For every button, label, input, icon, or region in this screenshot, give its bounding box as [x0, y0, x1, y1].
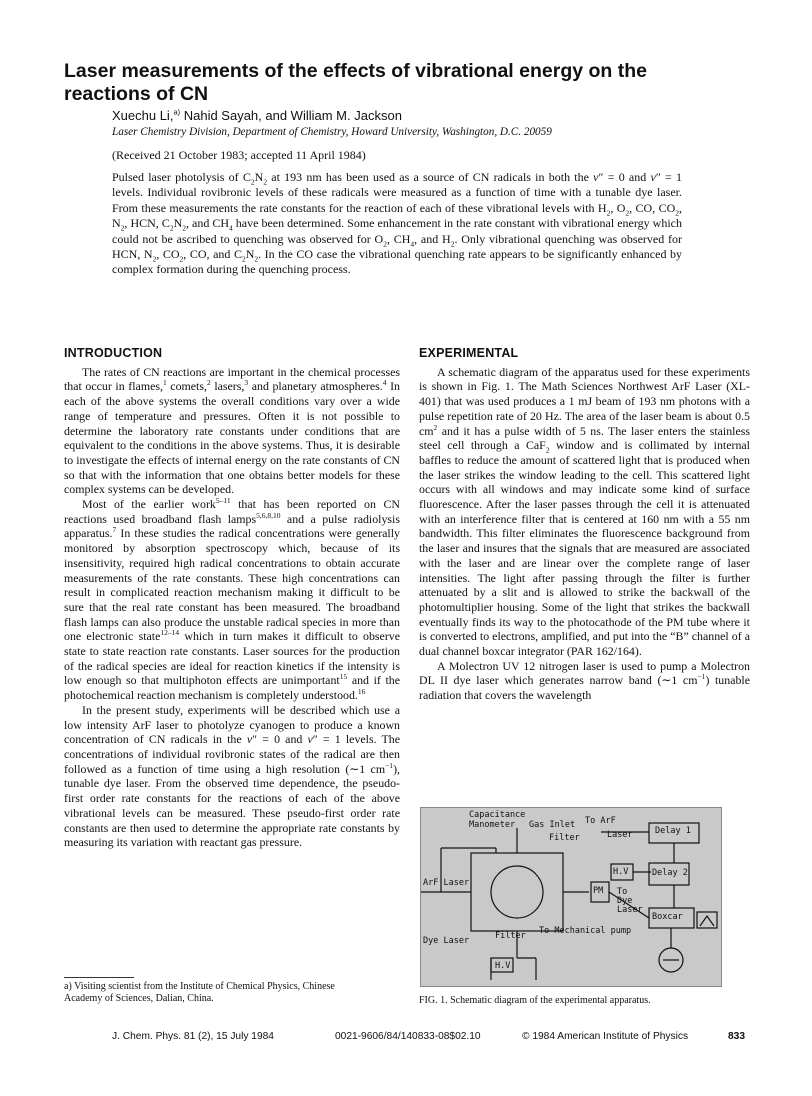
- fig-label-delay1: Delay 1: [655, 826, 691, 836]
- fig-label-dye-laser: Dye Laser: [423, 936, 470, 946]
- footer-code: 0021-9606/84/140833-08$02.10: [335, 1031, 481, 1042]
- reaction-cell: [471, 853, 563, 931]
- column-right: [419, 346, 750, 703]
- cell-window-circle: [491, 866, 543, 918]
- experimental-paragraph-2: A Molectron UV 12 nitrogen laser is used to pump a Molectron DL II dye laser which generates narrow band (∼1 $cm^{-1}$) tunable radiation that covers the wavelength: [419, 658, 750, 703]
- section-heading-experimental: EXPERIMENTAL: [419, 346, 519, 360]
- footnote: a) Visiting scientist from the Institute of Chemical Physics, Chinese Academy of Sciences, Dalian, China.: [64, 981, 335, 1004]
- authors: Xuechu Li,$^{a)}$ Nahid Sayah, and William M. Jackson: [112, 107, 402, 123]
- experimental-paragraph-1: A schematic diagram of the apparatus used for these experiments is shown in Fig. 1. The Math Sciences Northwest ArF Laser (XL-401) that was used produces a 1 mJ beam of 193 nm photons with a pulse repetition rate of 20 Hz. The area of the laser beam is about 0.5 $cm^2$ and it has a pulse width of 5 ns. The laser enters the stainless steel cell through a CaF$_2$ window and is collimated by internal baffles to reduce the amount of scattered light that is produced when the laser strikes the window leading to the cell. This scattered light occurs with all windows and may indicate some kind of surface fluorescence. After the laser passes through the cell it is attenuated with an interference filter that is centered at 160 nm with a 55 nm bandwidth. This filter eliminates the fluorescence background from the laser and insures that the signals that are measured are associated with the laser and are linear over the complete range of laser intensities. The light after passing through the filter is further attenuated by a slit and is allowed to strike the backwall of the photomultiplier housing. Some of the light that strikes the backwall eventually finds its way to the photocathode of the PM tube where it is converted to electrons, amplified, and put into the “B” channel of a dual channel boxcar integrator (PAR 162/164).: [419, 364, 750, 659]
- intro-paragraph-1: The rates of CN reactions are important in the chemical processes that occur in flames,$^1$ comets,$^2$ lasers,$^3$ and planetary atmospheres.$^4$ In each of the above systems the overall conditions vary over a wide range of temperature and pressures. Often it is not possible to determine the laboratory rate constants under conditions that are equivalent to the conditions in the above systems. Thus, it is desirable to investigate the effects of internal energy on the rate constants of CN so that with the information that one obtains better models for these complex systems can be developed.: [64, 364, 400, 497]
- received-date: (Received 21 October 1983; accepted 11 April 1984): [112, 148, 366, 162]
- apparatus-figure: [420, 807, 722, 987]
- fig-label-hv: H.V: [613, 867, 629, 877]
- footer-copyright: © 1984 American Institute of Physics: [522, 1031, 689, 1042]
- section-heading-introduction: INTRODUCTION: [64, 346, 163, 360]
- figure-caption: FIG. 1. Schematic diagram of the experimental apparatus.: [419, 995, 651, 1006]
- fig-label-gas-inlet: Gas Inlet: [529, 820, 576, 830]
- column-left: [64, 346, 400, 850]
- fig-label-delay2: Delay 2: [652, 868, 688, 878]
- footnote-rule: [64, 977, 134, 978]
- fig-label-filter-2: Filter: [495, 931, 526, 941]
- fig-label-boxcar: Boxcar: [652, 912, 683, 922]
- fig-label-to-dye-laser: To Dye Laser: [617, 887, 643, 915]
- abstract: Pulsed laser photolysis of $C_2N_2$ at 193 nm has been used as a source of CN radicals in both the v″ = 0 and v″ = 1 levels. Individual rovibronic levels of these radicals were measured as a function of time with a tunable dye laser. From these measurements the rate constants for the reaction of each of these vibrational levels with $H_2$, $O_2$, CO, $CO_2$, $N_2$, HCN, $C_2N_2$, and $CH_4$ have been determined. Some enhancement in the rate constant with vibrational energy which could not be ascribed to quenching was observed for $O_2$, $CH_4$, and $H_2$. Only vibrational quenching was observed for HCN, $N_2$, $CO_2$, CO, and $C_2N_2$. In the CO case the vibrational quenching rate appears to be significantly enhanced by complex formation during the quenching process.: [112, 170, 683, 277]
- fig-label-hv-2: H.V: [495, 961, 511, 971]
- intro-paragraph-2: Most of the earlier work$^{5-11}$ that has been reported on CN reactions used broadband flash lamps$^{5,6,8,10}$ and a pulse radiolysis apparatus.$^7$ In these studies the radical concentrations were generally monitored by absorption spectroscopy which, because of its insensitivity, required high radical concentrations to obtain accurate measurements of the rate constants. These high concentrations can result in complicated reaction mechanism making it difficult to be sure that the real rate constant has been measured. The broadband flash lamps can also produce the unstable radical species in more than one electronic state$^{12-14}$ which in turn makes it difficult to observe state to state reaction rate constants. Laser sources for the production of the radical species are ideal for reaction kinetics if the intensity is low enough so that multiphoton effects are unimportant$^{15}$ and if the photochemical reaction mechanism is completely understood.$^{16}$: [64, 496, 401, 703]
- footer-page-number: 833: [728, 1031, 745, 1042]
- fig-label-filter: Filter: [549, 833, 580, 843]
- fig-label-capacitance: Capacitance: [469, 810, 526, 820]
- fig-label-manometer: Manometer: [469, 820, 516, 830]
- fig-label-to-mechanical-pump: To Mechanical pump: [539, 926, 632, 936]
- fig-label-arf-laser: ArF Laser: [423, 878, 470, 888]
- fig-label-to-arf: To ArF: [585, 816, 616, 826]
- intro-paragraph-3: In the present study, experiments will be described which use a low intensity ArF laser to photolyze cyanogen to produce a known concentration of CN radicals in the v″ = 0 and v″ = 1 levels. The concentrations of individual rovibronic states of the radical are then followed as a function of time using a high resolution (∼1 $cm^{-1}$), tunable dye laser. From the observed time dependence, the pseudo-first order rate constants for the reactions of each of the above vibrational levels can be measured. These pseudo-first order rate constants are then used to determine the appropriate rate constants by measuring its variation with reactant gas pressure.: [64, 702, 401, 850]
- fig-label-laser: Laser: [607, 830, 633, 840]
- fig-label-pm: PM: [593, 886, 604, 896]
- affiliation: Laser Chemistry Division, Department of Chemistry, Howard University, Washington, D.C. 20059: [112, 126, 552, 138]
- footer-journal: J. Chem. Phys. 81 (2), 15 July 1984: [112, 1031, 274, 1042]
- article-title: Laser measurements of the effects of vibrational energy on the reactions of CN: [64, 60, 647, 105]
